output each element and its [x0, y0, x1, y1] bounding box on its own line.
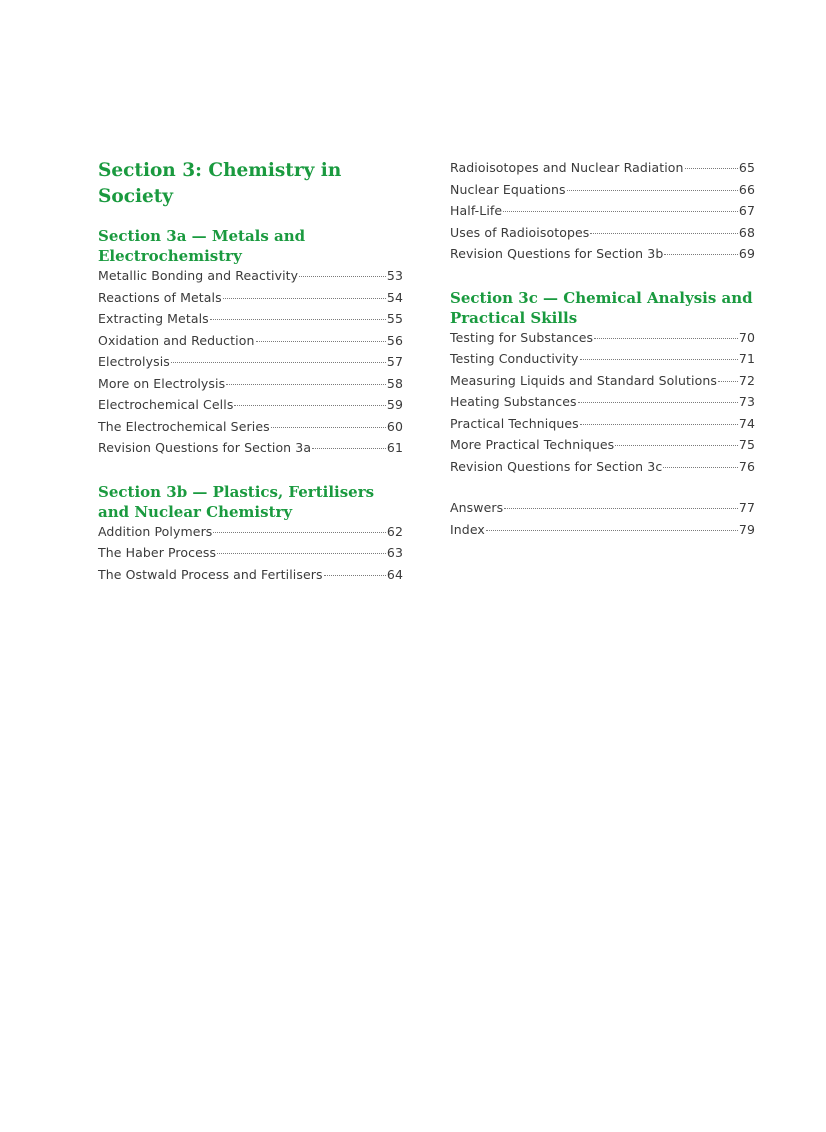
toc-entry-label: Electrolysis [98, 354, 170, 369]
toc-entry-label: The Haber Process [98, 545, 217, 560]
dot-leader [503, 211, 738, 212]
toc-entry[interactable] [450, 182, 755, 204]
toc-entry-label: Heating Substances [450, 394, 577, 409]
dot-leader [217, 553, 386, 554]
dot-leader [580, 424, 738, 425]
toc-entry[interactable] [98, 524, 403, 546]
toc-entry[interactable] [450, 351, 755, 373]
toc-entry-page-number: 79 [738, 521, 755, 537]
toc-entry-page-number: 53 [386, 268, 403, 283]
subsection-3a-list [98, 268, 403, 462]
toc-entry[interactable] [450, 225, 755, 247]
toc-entry-label: Uses of Radioisotopes [450, 224, 590, 240]
toc-entry-page-number: 59 [386, 397, 403, 412]
toc-entry-page-number: 61 [386, 440, 403, 455]
toc-entry-page-number: 75 [738, 437, 755, 452]
dot-leader [271, 427, 386, 428]
toc-entry-page-number: 60 [386, 418, 403, 434]
toc-entry-page-number: 62 [386, 523, 403, 539]
toc-entry-page-number: 58 [386, 375, 403, 391]
dot-leader [590, 233, 737, 234]
toc-entry-label: The Ostwald Process and Fertilisers [98, 566, 323, 582]
dot-leader [223, 298, 386, 299]
toc-entry-label: Revision Questions for Section 3c [450, 458, 663, 474]
dot-leader [578, 402, 738, 403]
toc-entry-page-number: 73 [738, 394, 755, 409]
toc-entry-page-number: 66 [738, 181, 755, 197]
toc-entry[interactable] [450, 330, 755, 352]
toc-entry-label: Radioisotopes and Nuclear Radiation [450, 160, 684, 175]
toc-entry-label: Half-Life [450, 203, 503, 218]
subsection-3b-title: Section 3b — Plastics, Fertilisers and Nuclear Chemistry [98, 482, 375, 521]
toc-entry-label: Addition Polymers [98, 523, 213, 539]
toc-entry-label: Index [450, 521, 485, 537]
toc-entry[interactable] [450, 459, 755, 481]
dot-leader [299, 276, 386, 277]
toc-entry[interactable] [450, 500, 755, 522]
toc-entry-label: Practical Techniques [450, 415, 579, 431]
dot-leader [594, 338, 738, 339]
toc-entry[interactable] [450, 522, 755, 544]
toc-entry-page-number: 54 [386, 289, 403, 305]
toc-entry[interactable] [450, 203, 755, 225]
subsection-3a-title: Section 3a — Metals and Electrochemistry [98, 227, 306, 265]
dot-leader [312, 448, 386, 449]
subsection-3c-list [450, 330, 755, 481]
toc-entry-label: Reactions of Metals [98, 289, 222, 305]
toc-entry[interactable] [98, 354, 403, 376]
toc-entry[interactable] [98, 376, 403, 398]
toc-entry-page-number: 64 [386, 566, 403, 582]
toc-entry-label: Testing Conductivity [450, 351, 579, 366]
toc-entry-label: Measuring Liquids and Standard Solutions [450, 372, 717, 388]
end-matter-list [450, 500, 755, 543]
toc-entry[interactable] [450, 246, 755, 268]
toc-entry-page-number: 76 [738, 458, 755, 474]
toc-entry[interactable] [98, 419, 403, 441]
dot-leader [567, 190, 738, 191]
dot-leader [171, 362, 386, 363]
dot-leader [580, 359, 738, 360]
dot-leader [234, 405, 385, 406]
dot-leader [663, 467, 738, 468]
dot-leader [486, 530, 738, 531]
toc-right-column [450, 160, 755, 543]
dot-leader [256, 341, 386, 342]
toc-entry-page-number: 65 [738, 160, 755, 175]
toc-entry-label: Oxidation and Reduction [98, 332, 255, 348]
subsection-3c-title: Section 3c — Chemical Analysis and Practical Skills [450, 288, 753, 327]
toc-entry-page-number: 71 [738, 351, 755, 366]
toc-entry-label: Nuclear Equations [450, 181, 566, 197]
toc-entry[interactable] [98, 333, 403, 355]
toc-entry[interactable] [98, 311, 403, 333]
toc-entry[interactable] [98, 545, 403, 567]
dot-leader [210, 319, 386, 320]
toc-entry-page-number: 56 [386, 332, 403, 348]
dot-leader [685, 168, 738, 169]
dot-leader [504, 508, 738, 509]
toc-entry-page-number: 57 [386, 354, 403, 369]
toc-entry-label: Answers [450, 500, 504, 515]
toc-entry[interactable] [450, 160, 755, 182]
toc-entry-page-number: 70 [738, 329, 755, 345]
toc-entry[interactable] [450, 394, 755, 416]
toc-entry-page-number: 67 [738, 203, 755, 218]
dot-leader [664, 254, 738, 255]
toc-entry[interactable] [98, 268, 403, 290]
toc-entry-page-number: 74 [738, 415, 755, 431]
toc-entry-label: Extracting Metals [98, 311, 209, 326]
toc-left-column [98, 158, 403, 588]
toc-entry-page-number: 72 [738, 372, 755, 388]
toc-entry-label: More Practical Techniques [450, 437, 615, 452]
toc-entry-page-number: 77 [738, 500, 755, 515]
toc-entry-page-number: 55 [386, 311, 403, 326]
dot-leader [615, 445, 738, 446]
toc-entry[interactable] [98, 290, 403, 312]
toc-entry[interactable] [98, 397, 403, 419]
toc-entry-page-number: 63 [386, 545, 403, 560]
toc-entry-label: Metallic Bonding and Reactivity [98, 268, 299, 283]
toc-entry-page-number: 68 [738, 224, 755, 240]
toc-entry[interactable] [98, 440, 403, 462]
dot-leader [213, 532, 385, 533]
section-title: Section 3: Chemistry in Society [98, 160, 342, 207]
toc-entry[interactable] [98, 567, 403, 589]
toc-entry-label: Testing for Substances [450, 329, 594, 345]
dot-leader [324, 575, 386, 576]
subsection-3b-list [98, 524, 403, 589]
toc-entry-label: Revision Questions for Section 3b [450, 246, 664, 261]
toc-entry-label: Revision Questions for Section 3a [98, 440, 312, 455]
toc-entry[interactable] [450, 416, 755, 438]
dot-leader [718, 381, 738, 382]
toc-entry[interactable] [450, 437, 755, 459]
dot-leader [226, 384, 386, 385]
toc-entry-label: The Electrochemical Series [98, 418, 270, 434]
toc-entry-label: Electrochemical Cells [98, 397, 234, 412]
toc-entry[interactable] [450, 373, 755, 395]
subsection-3b-continued-list [450, 160, 755, 268]
toc-entry-page-number: 69 [738, 246, 755, 261]
toc-entry-label: More on Electrolysis [98, 375, 226, 391]
